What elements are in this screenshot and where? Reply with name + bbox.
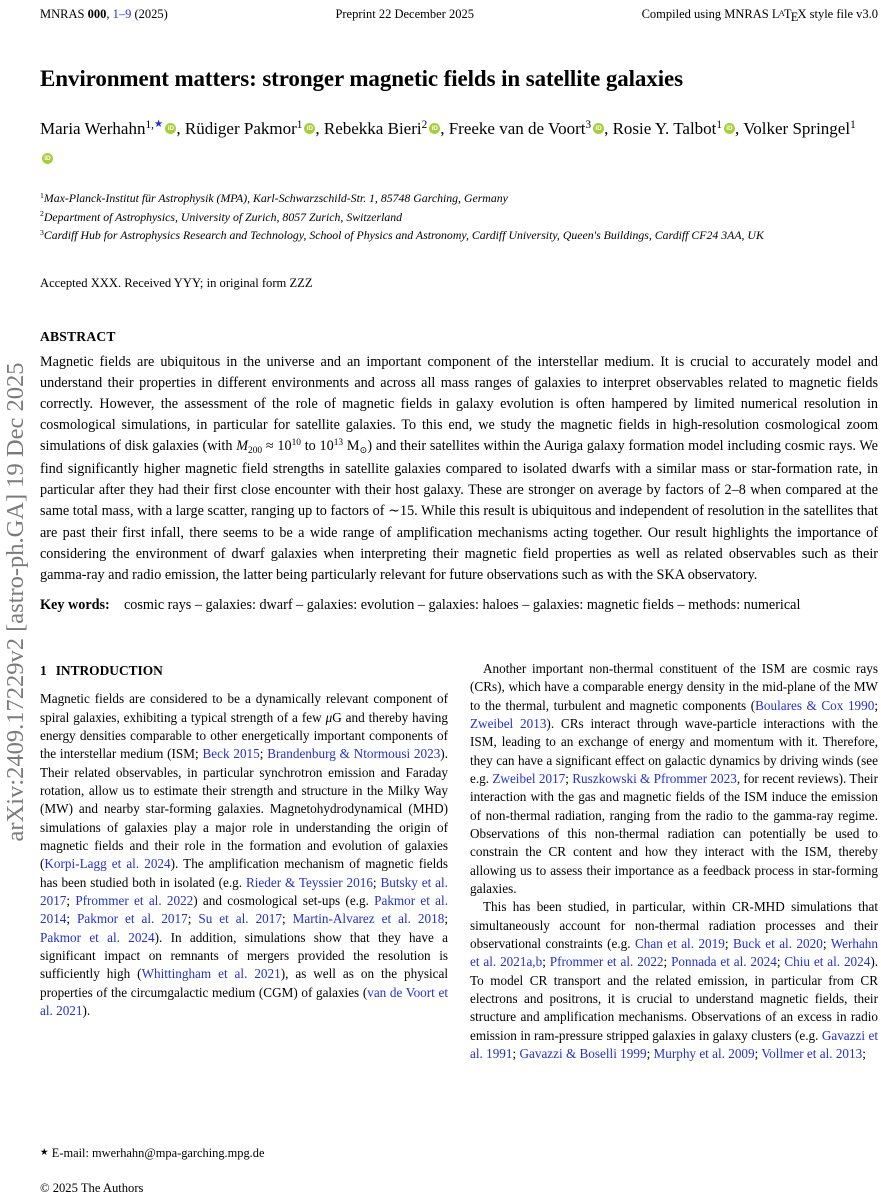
citation-link[interactable]: Chiu et al. 2024 [784,954,871,970]
text-segment: 3 [585,118,592,131]
text-segment: 2 [40,209,44,219]
text-segment: Cardiff Hub for Astrophysics Research and Technology, School of Physics and Astronomy, Cardiff University, Queen's Buildings, Cardiff CF24 3AA, UK [43,228,764,243]
orcid-icon[interactable]: iD [42,153,53,164]
left-column [40,660,448,1064]
citation-link[interactable]: Ruszkowski & Pfrommer 2023 [572,770,737,786]
author-list: Maria Werhahn$^{1,★}$ iD , Rüdiger Pakmor$^1$ iD , Rebekka Bieri$^2$ iD , Freeke van de Voort$^3$ iD , Rosie Y. Talbot$^1$ iD , Volker Springel$^1$iD [40,118,856,162]
copyright-footer: © 2025 The Authors [40,1181,144,1195]
intro-paragraph-3: This has been studied, in particular, within CR-MHD simulations that simultaneously account for non-thermal radiation processes and their observational constraints (e.g. Chan et al. 2019; Buck et al. 2020; Werhahn et al. 2021a,b; Pfrommer et al. 2022; Ponnada et al. 2024; Chiu et al. 2024). To model CR transport and the related emission, in particular from CR electrons and positrons, it is crucial to understand magnetic fields, their structure and amplification mechanisms. Observations of an excess in radio emission in ram-pressure stripped galaxies in galaxy clusters (e.g. Gavazzi et al. 1991; Gavazzi & Boselli 1999; Murphy et al. 2009; Vollmer et al. 2013; [470,899,879,1062]
citation-link[interactable]: Su et al. 2017 [198,911,282,927]
citation-link[interactable]: van de Voort et al. 2021 [40,984,448,1019]
citation-link[interactable]: Vollmer et al. 2013 [761,1046,863,1062]
citation-link[interactable]: Boulares & Cox 1990 [755,697,875,713]
arxiv-banner: arXiv:2409.17229v2 [astro-ph.GA] 19 Dec 2025 [2,362,29,842]
text-segment: M [236,438,249,455]
orcid-icon[interactable]: iD [593,123,604,134]
text-segment: 1 [40,190,44,200]
right-column [470,660,878,1064]
citation-link[interactable]: Gavazzi et al. 1991 [470,1027,878,1062]
citation-link[interactable]: Martin-Alvarez et al. 2018 [292,911,445,927]
citation-link[interactable]: Buck et al. 2020 [732,936,823,952]
orcid-icon[interactable]: iD [724,123,735,134]
citation-link[interactable]: Brandenburg & Ntormousi 2023 [267,746,441,762]
section-title: INTRODUCTION [55,662,163,678]
text-segment: Max-Planck-Institut für Astrophysik (MPA), Karl-Schwarzschild-Str. 1, 85748 Garching, Germany [43,191,508,205]
citation-link[interactable]: Pfrommer et al. 2022 [549,954,664,970]
citation-link[interactable]: Werhahn et al. 2021a,b [470,936,878,970]
email-footnote: ★ E-mail: mwerhahn@mpa-garching.mpg.de [40,1146,265,1160]
citation-link[interactable]: Butsky et al. 2017 [40,874,448,909]
citation-link[interactable]: Pakmor et al. 2014 [40,893,449,927]
two-column-body [40,660,878,1064]
citation-link[interactable]: Murphy et al. 2009 [653,1046,755,1062]
citation-link[interactable]: Pfrommer et al. 2022 [75,893,194,909]
orcid-icon[interactable]: iD [429,123,440,134]
affiliation-line [40,209,878,228]
citation-link[interactable]: ★ [153,119,164,131]
citation-link[interactable]: Chan et al. 2019 [634,936,725,952]
text-segment: 3 [40,227,44,237]
text-segment: 1 [296,118,303,131]
paper-page [40,0,878,1063]
paper-title: Environment matters: stronger magnetic fields in satellite galaxies [40,66,683,91]
citation-link[interactable]: Beck 2015 [202,746,260,762]
citation-link[interactable]: Pakmor et al. 2017 [77,911,188,927]
citation-link[interactable]: 1–9 [112,7,132,21]
abstract-heading: ABSTRACT [40,328,116,344]
compiled-note: Compiled using MNRAS LATEX style file v3.0 [641,7,878,24]
citation-link[interactable]: Ponnada et al. 2024 [671,954,777,970]
affiliation-line [40,190,878,209]
citation-link[interactable]: Pakmor et al. 2024 [40,929,155,945]
journal-ref: MNRAS 000, 1–9 (2025) [40,7,168,21]
text-segment: 1, [145,118,154,131]
section-number: 1 [40,662,47,678]
text-segment: 1 [850,118,856,131]
text-segment: A [778,8,785,19]
text-segment: 13 [333,438,344,449]
text-segment: Key words: [40,596,110,613]
intro-section-heading [40,662,448,680]
keywords-line: Key words: cosmic rays – galaxies: dwarf – galaxies: evolution – galaxies: haloes – galaxies: magnetic fields – methods: numerical [40,596,801,613]
text-segment: ★ [40,1147,49,1159]
intro-paragraph-1: Magnetic fields are considered to be a dynamically relevant component of spiral galaxies, exhibiting a typical strength of a few μG and thereby having energy densities comparable to other energetically important components of the interstellar medium (ISM; Beck 2015; Brandenburg & Ntormousi 2023). Their related observables, in particular synchrotron emission and Faraday rotation, allow us to estimate their strength and structure in the Milky Way (MW) and nearby star-forming galaxies. Magnetohydrodynamical (MHD) simulations of galaxies play a major role in understanding the origin of magnetic fields and their role in the formation and evolution of galaxies (Korpi-Lagg et al. 2024). The amplification mechanism of magnetic fields has been studied both in isolated (e.g. Rieder & Teyssier 2016; Butsky et al. 2017; Pfrommer et al. 2022) and cosmological set-ups (e.g. Pakmor et al. 2014; Pakmor et al. 2017; Su et al. 2017; Martin-Alvarez et al. 2018; Pakmor et al. 2024). In addition, simulations show that they have a significant impact on remnants of mergers provided the resolution is sufficiently high (Whittingham et al. 2021), as well as on the physical properties of the circumgalactic medium (CGM) of galaxies (van de Voort et al. 2021). [40,691,449,1019]
text-segment: 10 [291,438,301,449]
page-header [40,0,878,22]
abstract-text: Magnetic fields are ubiquitous in the universe and an important component of the interstellar medium. It is crucial to accurately model and understand their properties in different environments and across all mass ranges of galaxies to interpret observables related to magnetic fields correctly. However, the assessment of the role of magnetic fields in galaxy evolution is often hampered by limited numerical resolution in cosmological simulations, in particular for satellite galaxies. To this end, we study the magnetic fields in high-resolution cosmological zoom simulations of disk galaxies (with $M200 \approx 10^{10}$ to $10^{13}$ M⊙) and their satellites within the Auriga galaxy formation model including cosmic rays. We find significantly higher magnetic field strengths in satellite galaxies compared to isolated dwarfs with a similar mass or star-formation rate, in particular after they had their first close encounter with their host galaxy. These are stronger on average by factors of 2–8 when compared at the same total mass, with a large scatter, ranging up to factors of ∼15. While this result is ubiquitous and independent of resolution in the satellites that are past their first infall, there seems to be a wide range of amplification mechanisms acting together. Our result highlights the importance of considering the environment of dwarf galaxies when interpreting their magnetic field properties as well as related observables such as their gamma-ray and radio emission, the latter being particularly relevant for future observations such as with the SKA observatory. [40,353,878,583]
text-segment: 1 [716,118,722,131]
citation-link[interactable]: Whittingham et al. 2021 [141,966,281,982]
text-segment: 000 [87,7,107,21]
orcid-icon[interactable]: iD [165,123,176,134]
text-segment: 2 [421,118,428,131]
citation-link[interactable]: Rieder & Teyssier 2016 [245,874,373,890]
text-segment: Department of Astrophysics, University of Zurich, 8057 Zurich, Switzerland [43,209,403,224]
text-segment: ⊙ [359,445,368,456]
citation-link[interactable]: Zweibel 2017 [492,770,566,786]
affiliation-line [40,227,878,246]
affiliations [40,190,878,246]
preprint-date: Preprint 22 December 2025 [335,7,474,21]
citation-link[interactable]: Korpi-Lagg et al. 2024 [44,856,171,872]
text-segment: μ [325,709,333,725]
citation-link[interactable]: Zweibel 2013 [470,715,547,731]
citation-link[interactable]: Gavazzi & Boselli 1999 [519,1046,647,1062]
orcid-icon[interactable]: iD [304,123,315,134]
intro-paragraph-2: Another important non-thermal constituent of the ISM are cosmic rays (CRs), which have a comparable energy density in the mid-plane of the MW to the thermal, turbulent and magnetic components (Boulares & Cox 1990; Zweibel 2013). CRs interact through wave-particle interactions with the ISM, leading to an exchange of energy and momentum with it. Therefore, they can have a significant effect on galactic dynamics by driving winds (see e.g. Zweibel 2017; Ruszkowski & Pfrommer 2023, for recent reviews). Their interaction with the gas and magnetic fields of the ISM induce the emission of non-thermal radiation, ranging from the radio to the gamma-ray regime. Observations of this non-thermal radiation can potentially be used to constrain the CR content and how they interact with the ISM, thereby allowing us to assess their importance as a feedback process in star-forming galaxies. [470,660,878,897]
text-segment: 200 [248,445,263,456]
text-segment: E [790,9,799,24]
dates-line: Accepted XXX. Received YYY; in original form ZZZ [40,275,313,290]
